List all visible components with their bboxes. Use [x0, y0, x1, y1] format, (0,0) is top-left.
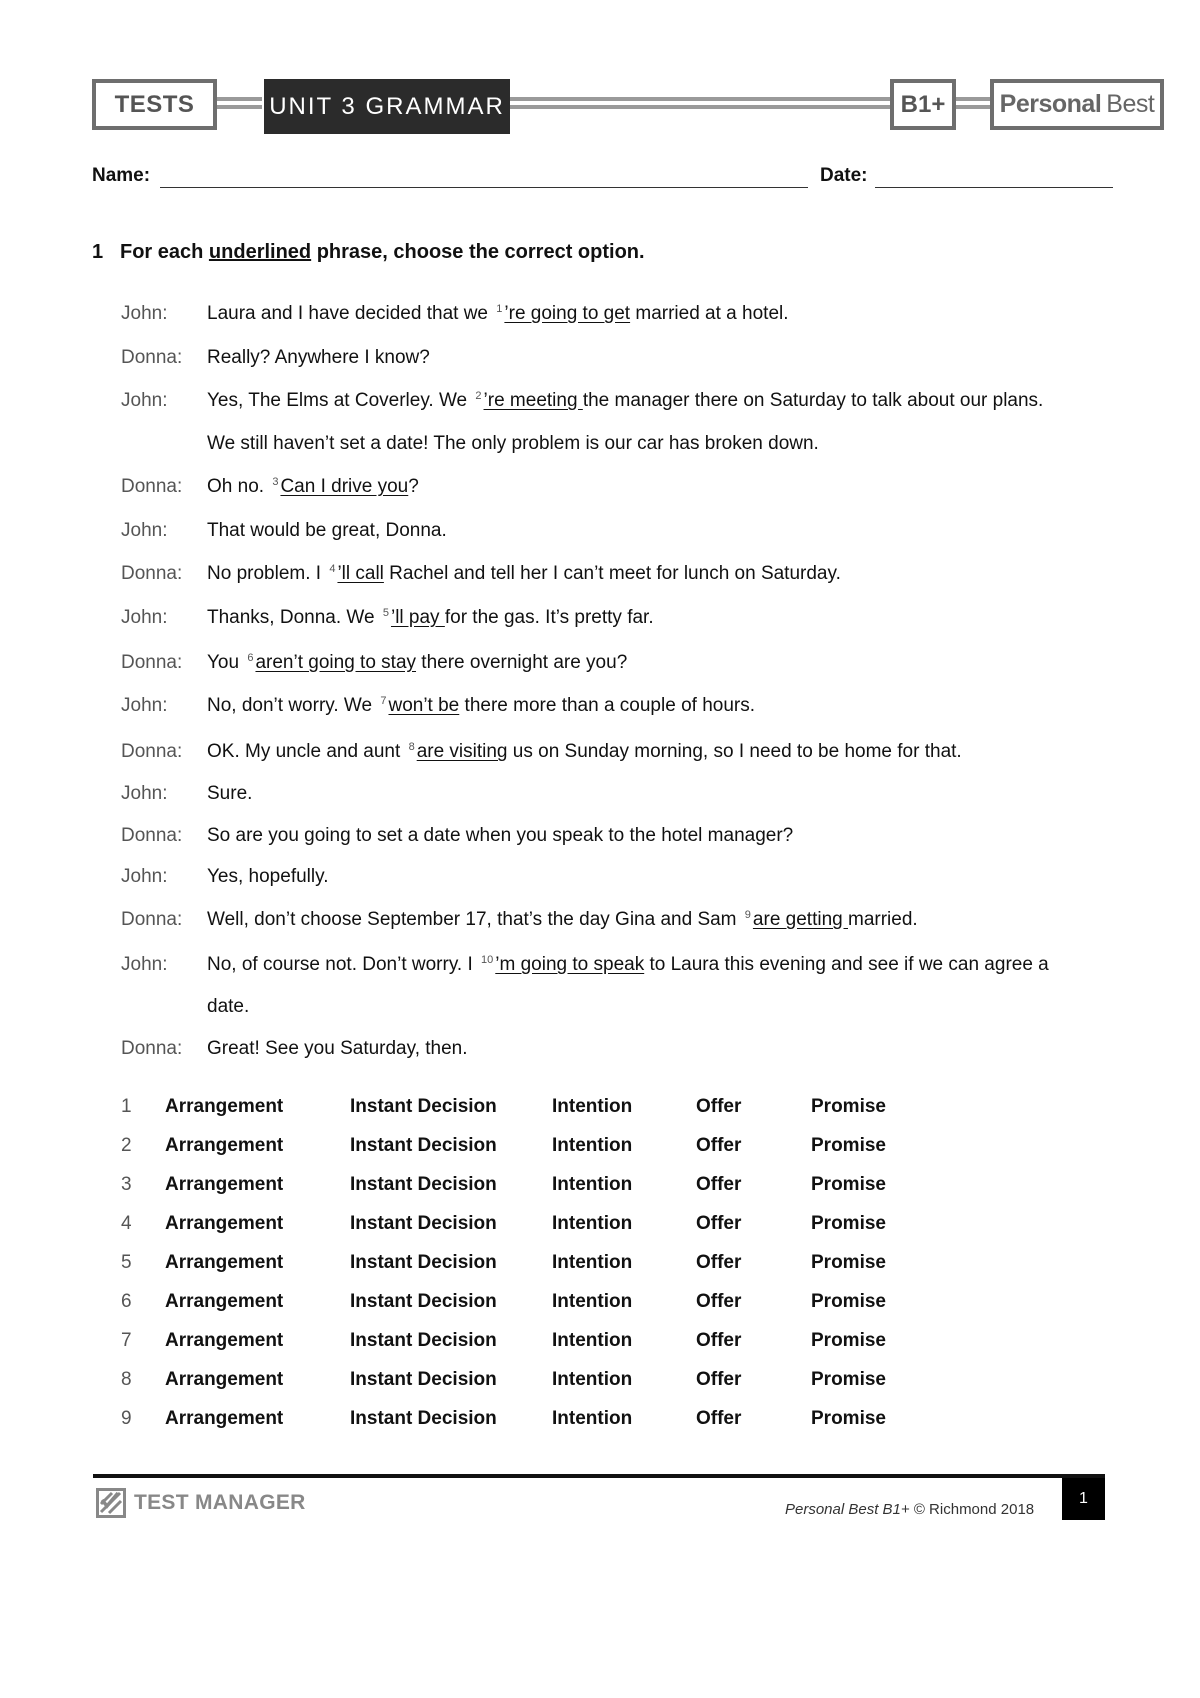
dialogue-text [207, 562, 841, 586]
option-choice[interactable]: Offer [696, 1213, 742, 1234]
header-rail [217, 105, 262, 109]
speaker-label: John: [121, 390, 168, 411]
option-row-number: 8 [121, 1369, 132, 1390]
speaker-label: Donna: [121, 476, 183, 497]
speaker-label: Donna: [121, 1038, 183, 1059]
dialogue-text-segment: us on Sunday morning, so I need to be home for that. [507, 741, 962, 762]
dialogue-text-segment: for the gas. It’s pretty far. [444, 607, 654, 628]
option-choice[interactable]: Promise [811, 1408, 886, 1429]
option-choice[interactable]: Promise [811, 1252, 886, 1273]
option-choice[interactable]: Instant Decision [350, 1096, 497, 1117]
speaker-label: Donna: [121, 825, 183, 846]
page-number: 1 [1062, 1478, 1105, 1520]
speaker-label: Donna: [121, 347, 183, 368]
instruction-text: For each [120, 241, 209, 263]
option-choice[interactable]: Instant Decision [350, 1252, 497, 1273]
option-choice[interactable]: Intention [552, 1252, 633, 1273]
option-choice[interactable]: Promise [811, 1369, 886, 1390]
dialogue-text-segment: married at a hotel. [630, 303, 789, 324]
footer-rule [93, 1474, 1105, 1478]
option-choice[interactable]: Promise [811, 1330, 886, 1351]
underlined-phrase: ’re meeting [483, 390, 583, 411]
underlined-phrase: ’ll pay [390, 607, 445, 628]
underlined-phrase: Can I drive you [280, 476, 409, 497]
dialogue-text-segment: So are you going to set a date when you speak to the hotel manager? [207, 825, 794, 846]
option-choice[interactable]: Intention [552, 1174, 633, 1195]
dialogue-text [207, 865, 328, 889]
test-manager-text: TEST MANAGER [134, 1491, 306, 1514]
option-choice[interactable]: Instant Decision [350, 1330, 497, 1351]
gap-number: 2 [475, 390, 482, 402]
option-choice[interactable]: Instant Decision [350, 1369, 497, 1390]
option-choice[interactable]: Instant Decision [350, 1213, 497, 1234]
header-rail [956, 105, 990, 109]
option-choice[interactable]: Offer [696, 1135, 742, 1156]
option-row-number: 9 [121, 1408, 132, 1429]
dialogue-text-segment: We still haven’t set a date! The only problem is our car has broken down. [207, 433, 819, 454]
underlined-phrase: ’m going to speak [495, 954, 645, 975]
dialogue-text [207, 651, 627, 675]
speaker-label: Donna: [121, 563, 183, 584]
level-badge: B1+ [890, 79, 956, 130]
dialogue-text [207, 694, 755, 718]
option-choice[interactable]: Offer [696, 1330, 742, 1351]
option-row-number: 3 [121, 1174, 132, 1195]
option-row-number: 5 [121, 1252, 132, 1273]
dialogue-text-segment: That would be great, Donna. [207, 520, 447, 541]
gap-number: 4 [329, 563, 336, 575]
underlined-phrase: ’re going to get [504, 303, 631, 324]
option-choice[interactable]: Promise [811, 1096, 886, 1117]
dialogue-text-segment: there more than a couple of hours. [459, 695, 755, 716]
dialogue-text-segment: date. [207, 996, 250, 1017]
speaker-label: Donna: [121, 652, 183, 673]
option-choice[interactable]: Intention [552, 1408, 633, 1429]
speaker-label: John: [121, 607, 168, 628]
underlined-phrase: aren’t going to stay [255, 652, 417, 673]
name-label: Name: [92, 165, 151, 186]
option-choice[interactable]: Arrangement [165, 1174, 284, 1195]
dialogue-text [207, 740, 962, 764]
dialogue-text [207, 995, 249, 1019]
underlined-phrase: are getting [752, 909, 848, 930]
tests-label: TESTS [92, 79, 217, 130]
gap-number: 10 [481, 954, 494, 966]
date-label: Date: [820, 165, 868, 186]
test-manager-logo [96, 1488, 306, 1518]
dialogue-text [207, 606, 654, 630]
dialogue-text [207, 519, 447, 543]
speaker-label: Donna: [121, 741, 183, 762]
underlined-phrase: are visiting [416, 741, 508, 762]
speaker-label: John: [121, 520, 168, 541]
option-choice[interactable]: Arrangement [165, 1291, 284, 1312]
option-choice[interactable]: Offer [696, 1252, 742, 1273]
dialogue-text-segment: No problem. I [207, 563, 327, 584]
dialogue-text [207, 302, 789, 326]
dialogue-text-segment: Oh no. [207, 476, 270, 497]
header-rail [510, 105, 890, 109]
speaker-label: Donna: [121, 909, 183, 930]
option-choice[interactable]: Intention [552, 1135, 633, 1156]
option-choice[interactable]: Intention [552, 1369, 633, 1390]
gap-number: 8 [408, 741, 415, 753]
option-choice[interactable]: Arrangement [165, 1369, 284, 1390]
underlined-phrase: ’ll call [337, 563, 384, 584]
gap-number: 1 [496, 303, 503, 315]
dialogue-text-segment: there overnight are you? [416, 652, 628, 673]
option-choice[interactable]: Offer [696, 1369, 742, 1390]
page-header [92, 79, 1164, 135]
dialogue-text-segment: OK. My uncle and aunt [207, 741, 406, 762]
name-field[interactable] [160, 187, 808, 188]
option-choice[interactable]: Offer [696, 1408, 742, 1429]
option-choice[interactable]: Instant Decision [350, 1174, 497, 1195]
exercise-number: 1 [92, 241, 104, 263]
speaker-label: John: [121, 695, 168, 716]
dialogue-text-segment: married. [848, 909, 918, 930]
dialogue-text-segment: Laura and I have decided that we [207, 303, 494, 324]
dialogue-text-segment: Well, don’t choose September 17, that’s the day Gina and Sam [207, 909, 742, 930]
option-choice[interactable]: Instant Decision [350, 1135, 497, 1156]
option-row-number: 4 [121, 1213, 132, 1234]
option-choice[interactable]: Arrangement [165, 1408, 284, 1429]
option-choice[interactable]: Arrangement [165, 1096, 284, 1117]
option-row-number: 1 [121, 1096, 132, 1117]
underlined-phrase: won’t be [388, 695, 460, 716]
option-choice[interactable]: Arrangement [165, 1213, 284, 1234]
option-choice[interactable]: Promise [811, 1174, 886, 1195]
gap-number: 9 [744, 909, 751, 921]
dialogue-text-segment: Rachel and tell her I can’t meet for lunch on Saturday. [383, 563, 841, 584]
option-choice[interactable]: Promise [811, 1135, 886, 1156]
option-choice[interactable]: Offer [696, 1174, 742, 1195]
instruction-underlined: underlined [208, 241, 312, 263]
dialogue-text [207, 953, 1049, 977]
option-choice[interactable]: Promise [811, 1291, 886, 1312]
option-choice[interactable]: Offer [696, 1096, 742, 1117]
option-choice[interactable]: Instant Decision [350, 1291, 497, 1312]
option-row-number: 2 [121, 1135, 132, 1156]
dialogue-text-segment: the manager there on Saturday to talk about our plans. [582, 390, 1044, 411]
exercise-instruction [92, 241, 645, 264]
option-choice[interactable]: Intention [552, 1291, 633, 1312]
option-choice[interactable]: Intention [552, 1096, 633, 1117]
option-choice[interactable]: Arrangement [165, 1252, 284, 1273]
date-field[interactable] [875, 187, 1113, 188]
dialogue-text-segment: Yes, The Elms at Coverley. We [207, 390, 473, 411]
copyright-title: Personal Best B1+ [785, 1501, 910, 1518]
dialogue-text-segment: Yes, hopefully. [207, 866, 329, 887]
option-choice[interactable]: Offer [696, 1291, 742, 1312]
speaker-label: John: [121, 954, 168, 975]
speaker-label: John: [121, 783, 168, 804]
option-choice[interactable]: Arrangement [165, 1330, 284, 1351]
dialogue-text-segment: No, don’t worry. We [207, 695, 378, 716]
header-rail [217, 97, 262, 101]
option-choice[interactable]: Instant Decision [350, 1408, 497, 1429]
unit-title: UNIT 3 GRAMMAR [264, 79, 510, 134]
option-row-number: 6 [121, 1291, 132, 1312]
speaker-label: John: [121, 303, 168, 324]
brand-first: Personal [999, 90, 1102, 118]
gap-number: 6 [247, 652, 254, 664]
dialogue-text [207, 389, 1043, 413]
dialogue-text [207, 908, 918, 932]
test-manager-logo-icon [96, 1488, 126, 1518]
header-rail [956, 97, 990, 101]
dialogue-text [207, 475, 419, 499]
gap-number: 7 [380, 695, 387, 707]
option-choice[interactable]: Promise [811, 1213, 886, 1234]
dialogue-text [207, 824, 793, 848]
copyright [785, 1501, 1034, 1518]
dialogue-text-segment: to Laura this evening and see if we can agree a [644, 954, 1049, 975]
dialogue-text [207, 432, 819, 456]
copyright-holder: © Richmond 2018 [909, 1501, 1035, 1518]
option-choice[interactable]: Intention [552, 1213, 633, 1234]
dialogue-text-segment: Great! See you Saturday, then. [207, 1038, 468, 1059]
dialogue-text [207, 1037, 468, 1061]
option-choice[interactable]: Arrangement [165, 1135, 284, 1156]
gap-number: 5 [382, 607, 389, 619]
dialogue-text-segment: ? [408, 476, 419, 497]
option-row-number: 7 [121, 1330, 132, 1351]
dialogue-text-segment: Thanks, Donna. We [207, 607, 380, 628]
dialogue-text-segment: Really? Anywhere I know? [207, 347, 430, 368]
header-rail [510, 97, 890, 101]
dialogue-text-segment: Sure. [207, 783, 253, 804]
gap-number: 3 [272, 476, 279, 488]
option-choice[interactable]: Intention [552, 1330, 633, 1351]
dialogue-text-segment: You [207, 652, 245, 673]
brand-second: Best [1106, 90, 1155, 118]
brand-logo [990, 79, 1164, 130]
dialogue-text-segment: No, of course not. Don’t worry. I [207, 954, 479, 975]
dialogue-text [207, 346, 430, 370]
speaker-label: John: [121, 866, 168, 887]
dialogue-text [207, 782, 252, 806]
instruction-text: phrase, choose the correct option. [311, 241, 645, 263]
